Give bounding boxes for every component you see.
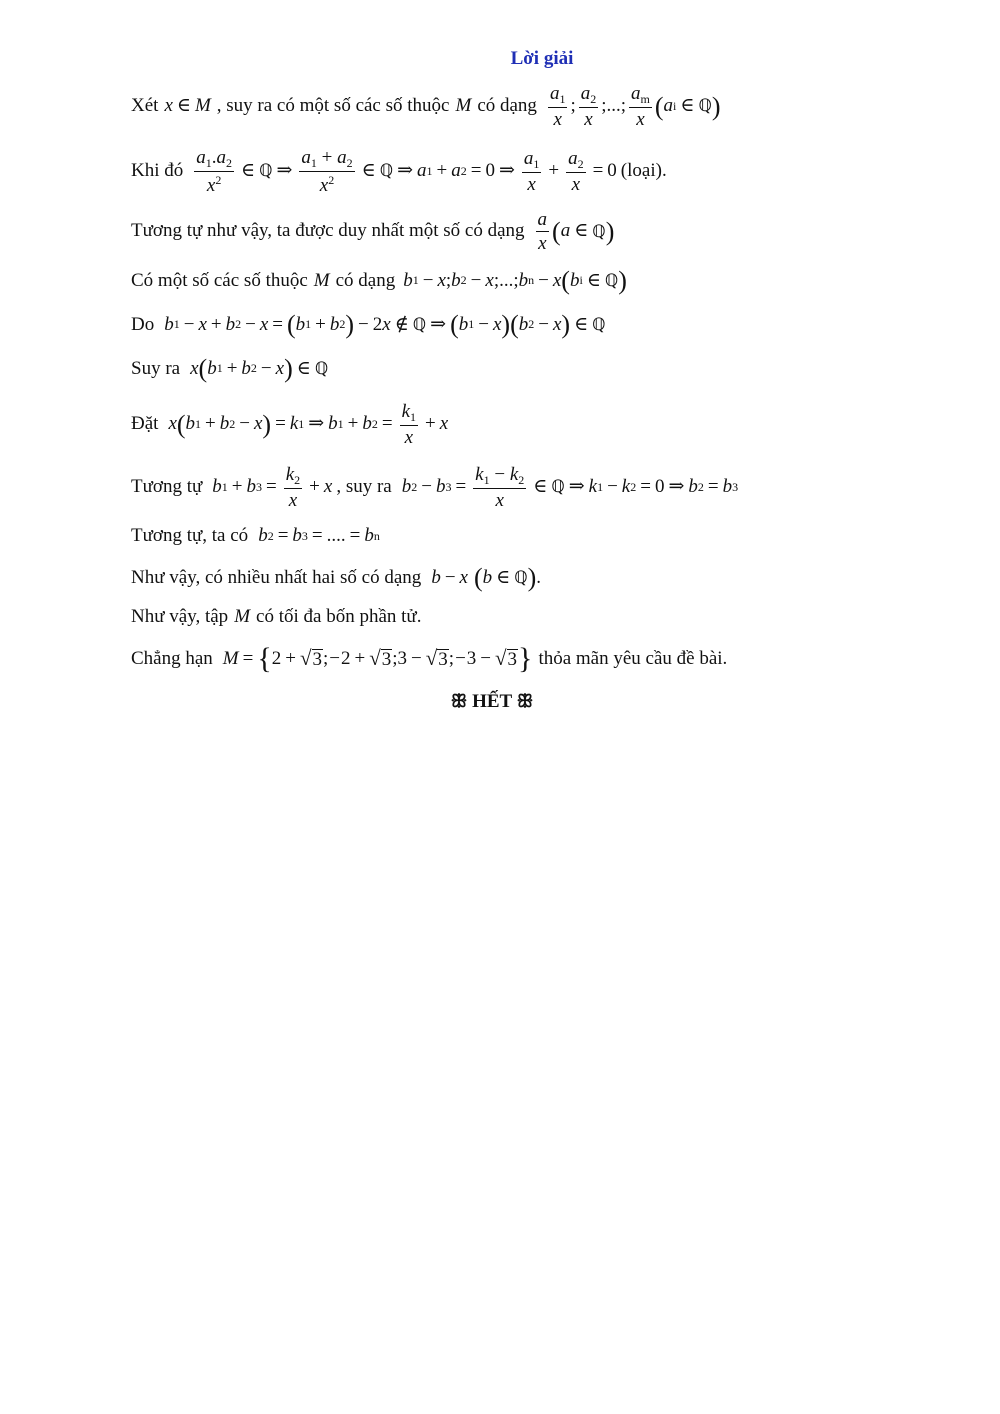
line-1 — [131, 84, 721, 130]
line-12-text-b: thỏa mãn yêu cầu đề bài. — [538, 647, 728, 669]
formula-b-minus-x: b 1 − x ; b 2 − x ;...; b n − x ( b i ∈ ℚ ) — [403, 266, 627, 295]
end-label: HẾT — [472, 691, 512, 712]
line-2-text-a: Khi đó — [131, 160, 184, 182]
line-10-text-a: Như vậy, có nhiều nhất hai số có dạng — [131, 566, 422, 588]
line-6-text-a: Suy ra — [131, 357, 181, 379]
line-1-text-c: có dạng — [477, 95, 537, 117]
line-6 — [131, 356, 328, 382]
line-9 — [131, 526, 380, 547]
line-10-text-b: . — [536, 566, 542, 588]
line-11-text-a: Như vậy, tập — [131, 606, 229, 627]
formula-x-in-m: x ∈ M — [164, 95, 211, 117]
line-8 — [131, 465, 738, 511]
end-marker — [0, 691, 984, 713]
line-12-text-a: Chẳng hạn — [131, 647, 213, 669]
formula-b1-b3: b 1 + b 3 = $\frac{k_2}{x}$ + x — [212, 464, 333, 511]
formula-x-product: x ( b 1 + b 2 − x ) ∈ ℚ — [190, 354, 329, 383]
line-4 — [131, 268, 627, 294]
formula-product-sum: $\frac{a_1.a_2}{x^2}$ ∈ ℚ ⇒ $\frac{a_1 + a_2}{x^2}$ ∈ ℚ ⇒ a 1 + a 2 = 0 ⇒ $\frac{a_1}{x}$ + $\frac{a_2}{x}$ = 0 — [196, 147, 617, 196]
line-1-text-b: , suy ra có một số các số thuộc — [216, 95, 450, 117]
formula-set-m-3: M — [234, 606, 251, 627]
line-2-text-b: (loại). — [620, 160, 667, 182]
line-7-text-a: Đặt — [131, 413, 159, 435]
formula-set-m-2: M — [313, 269, 330, 291]
formula-b-minus-x-single: b − x ( b ∈ ℚ ) — [431, 563, 537, 592]
formula-define-k1: x ( b 1 + b 2 − x ) = k 1 ⇒ b 1 + b 2 = $\frac{k_1}{x}$ + x — [168, 401, 449, 448]
right-ornament-icon: ꕥ — [516, 691, 534, 712]
line-11-text-b: có tối đa bốn phần tử. — [256, 606, 422, 627]
line-5 — [131, 312, 606, 338]
line-4-text-b: có dạng — [335, 269, 396, 291]
formula-a-over-x: $\frac{a}{x}$ ( a ∈ ℚ ) — [537, 209, 615, 254]
line-1-text-a: Xét — [131, 95, 159, 117]
line-10 — [131, 565, 541, 591]
line-8-text-a: Tương tự — [131, 476, 203, 498]
formula-b2-equals-b3: b 2 − b 3 = $\frac{k_1 - k_2}{x}$ ∈ ℚ ⇒ k 1 − k 2 = 0 ⇒ b 2 = b 3 — [401, 464, 739, 511]
solution-title: Lời giải — [510, 48, 574, 69]
formula-fractions-a: $\frac{a_1}{x}$ ; $\frac{a_2}{x}$ ;...; $\frac{a_m}{x}$ ( a i ∈ ℚ ) — [549, 83, 721, 130]
line-12 — [131, 644, 727, 674]
line-9-text-a: Tương tự, ta có — [131, 525, 249, 546]
line-3 — [131, 210, 614, 254]
line-3-text-a: Tương tự như vậy, ta được duy nhất một số có dạng — [131, 220, 525, 242]
line-4-text-a: Có một số các số thuộc — [131, 269, 308, 291]
line-5-text-a: Do — [131, 313, 155, 335]
formula-example-set: M = { 2 + √ 3 ; − 2 + √ 3 ;3 − √ 3 ; − 3 − √ 3 } — [222, 642, 533, 675]
formula-set-m: M — [455, 95, 472, 117]
line-11 — [131, 607, 421, 628]
formula-b-chain: b 2 = b 3 = .... = b n — [258, 525, 380, 546]
line-2 — [131, 148, 667, 196]
formula-sum-not-rational: b 1 − x + b 2 − x = ( b 1 + b 2 ) − 2 x ∉ ℚ ⇒ ( b 1 − x ) ( b 2 − x ) ∈ ℚ — [164, 310, 606, 339]
line-7 — [131, 402, 448, 448]
left-ornament-icon: ꕥ — [450, 691, 468, 712]
line-8-text-b: , suy ra — [336, 476, 392, 498]
